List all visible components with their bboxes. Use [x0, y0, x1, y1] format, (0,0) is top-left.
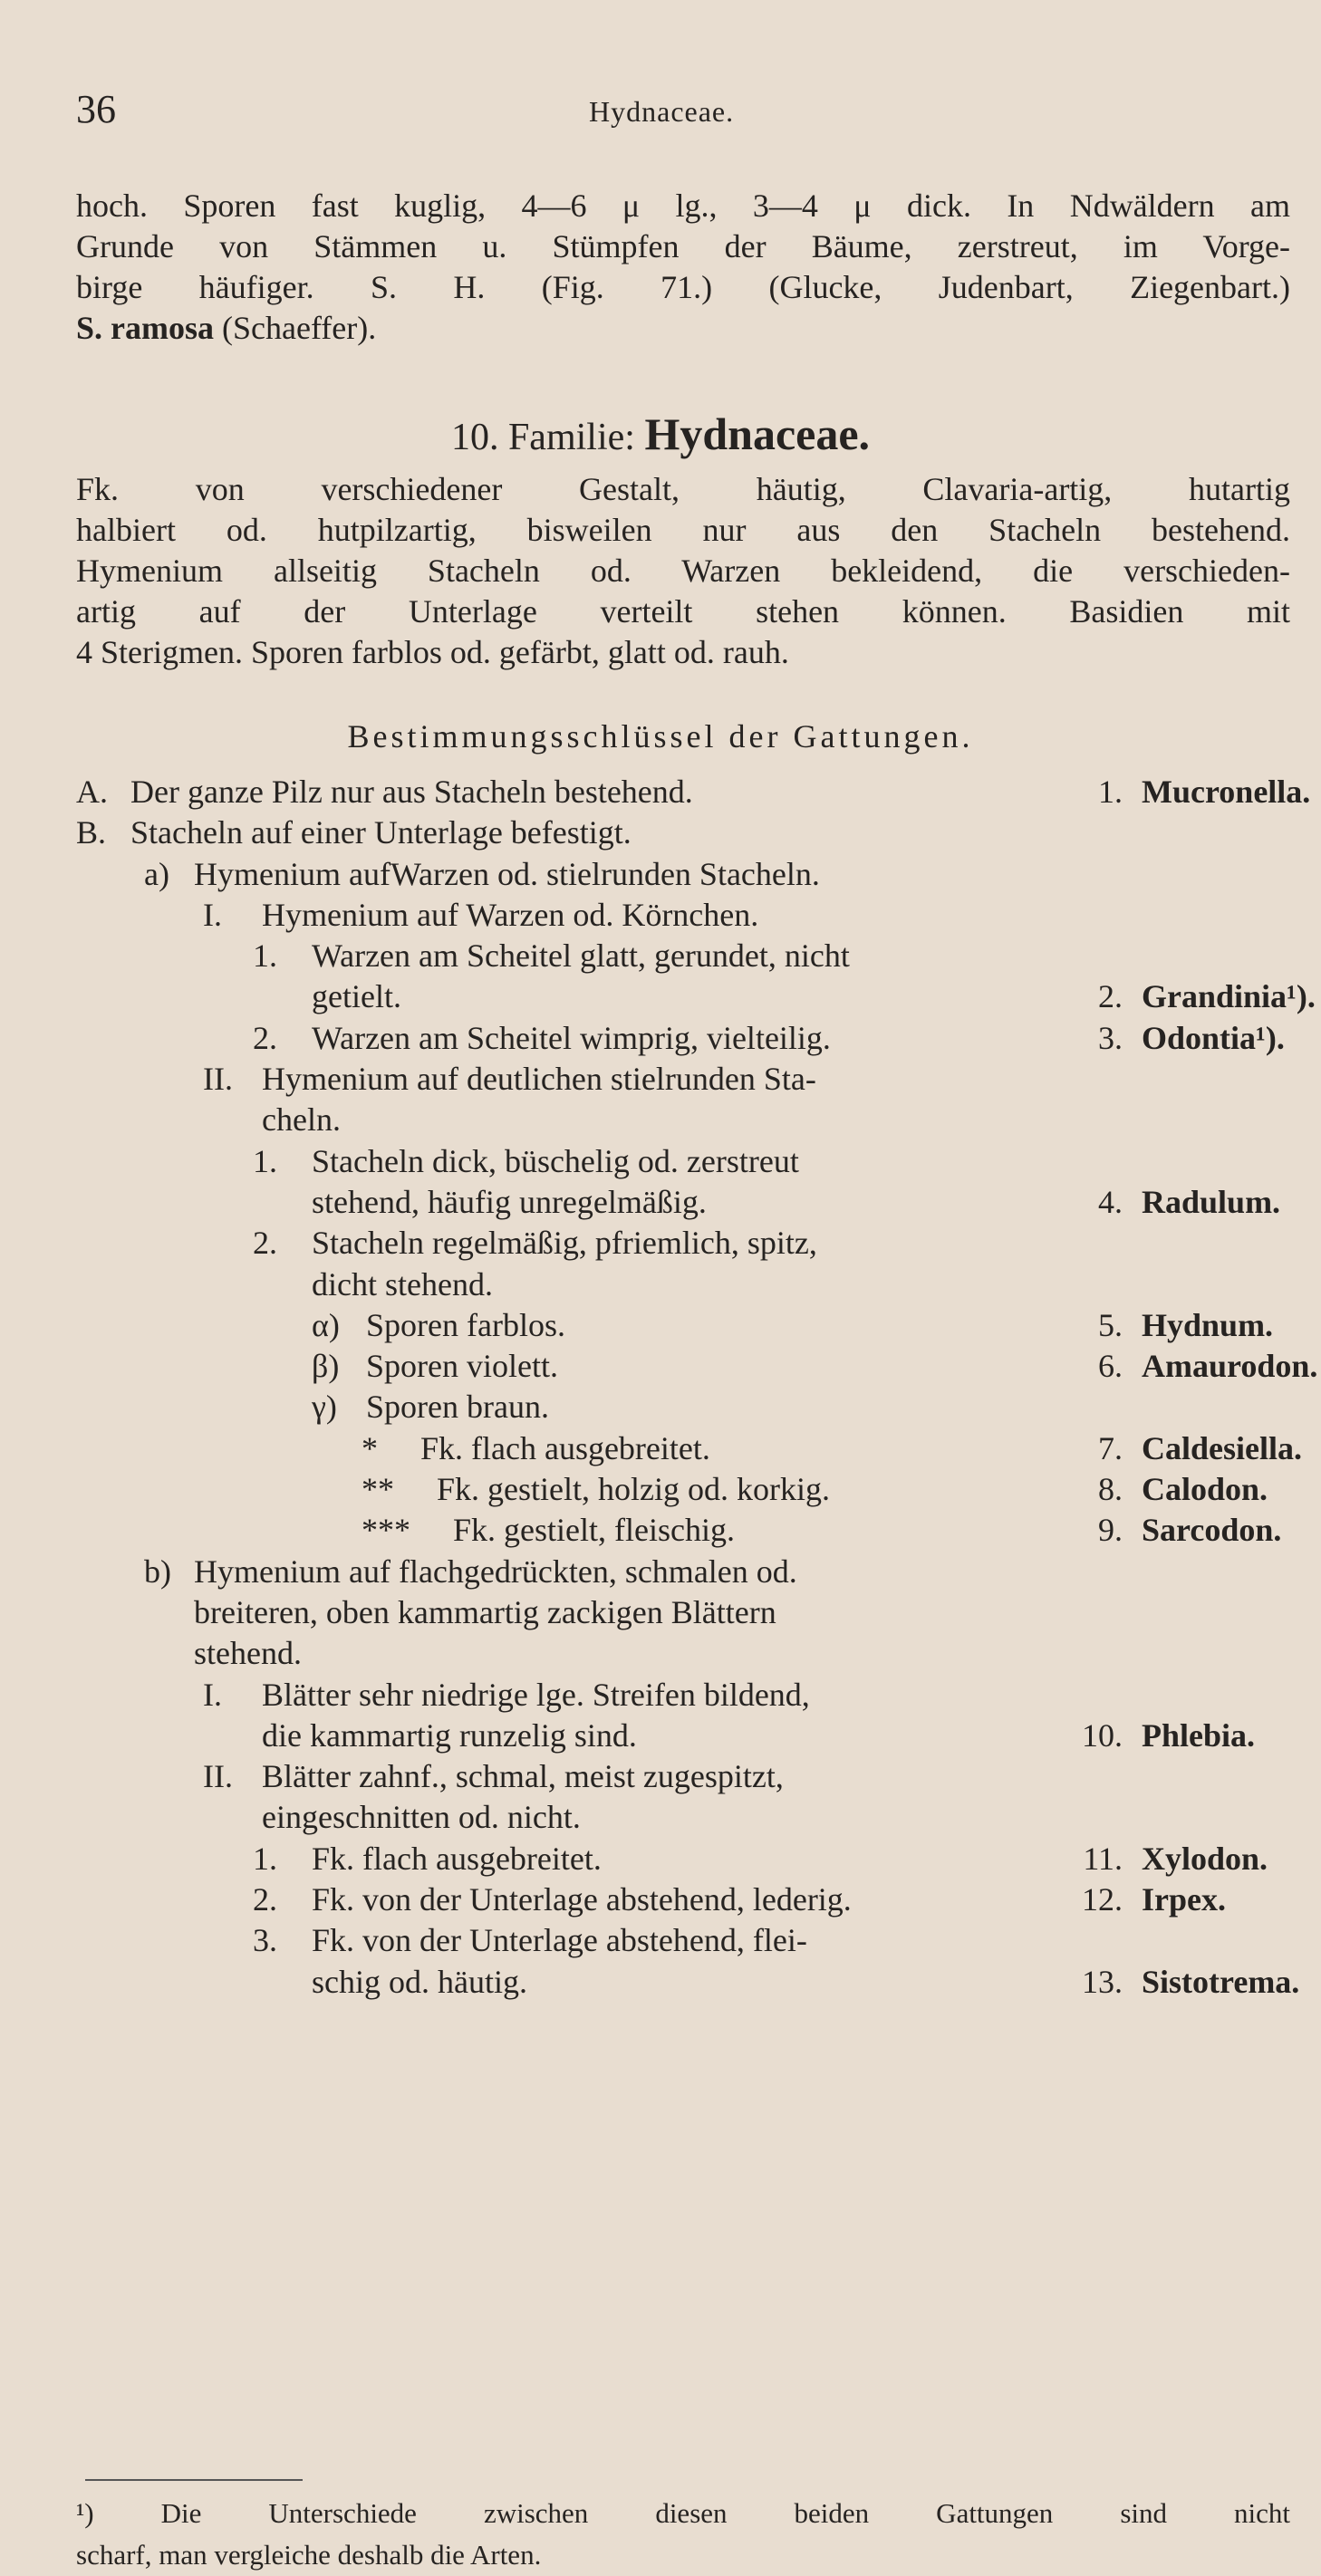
text-line: Hymenium allseitig Stacheln od. Warzen bekleidend, die verschieden-	[76, 553, 1290, 589]
key-row-genus: Xylodon.	[1142, 1840, 1268, 1877]
text-line: halbiert od. hutpilzartig, bisweilen nur aus den Stacheln bestehend.	[76, 512, 1290, 548]
key-row-label: 1.	[253, 1142, 277, 1179]
key-row-text: Fk. von der Unterlage abstehend, flei-	[312, 1922, 807, 1959]
running-head: Hydnaceae.	[589, 95, 735, 128]
key-row-genus: Mucronella.	[1142, 774, 1311, 810]
key-row	[76, 1879, 1290, 1920]
key-row-text: Sporen braun.	[366, 1389, 549, 1426]
key-row-label: γ)	[312, 1389, 337, 1426]
key-row-label: II.	[203, 1061, 233, 1098]
key-row-text: Warzen am Scheitel glatt, gerundet, nicht	[312, 937, 850, 975]
key-row	[76, 1018, 1290, 1059]
key-row	[76, 1839, 1290, 1879]
key-row-label: 2.	[253, 1225, 277, 1262]
page-number: 36	[76, 87, 116, 131]
key-row-text: stehend, häufig unregelmäßig.	[312, 1183, 707, 1220]
key-row-label: II.	[203, 1758, 233, 1795]
key-row-text: Hymenium auf deutlichen stielrunden Sta-	[262, 1061, 816, 1098]
key-row	[76, 1141, 1290, 1182]
key-row-genus: Sistotrema.	[1142, 1963, 1300, 2000]
footnote-line: ¹) Die Unterschiede zwischen diesen beiden Gattungen sind nicht	[76, 2497, 1290, 2529]
identification-key	[76, 772, 1318, 2003]
key-row	[76, 1756, 1290, 1797]
species-line	[76, 308, 1290, 349]
key-row-text: Fk. flach ausgebreitet.	[420, 1429, 710, 1466]
key-row-number: 12.	[1082, 1881, 1123, 1918]
key-row-number: 7.	[1098, 1429, 1123, 1466]
key-row-text: Fk. gestielt, holzig od. korkig.	[437, 1471, 830, 1508]
key-row-label: b)	[144, 1552, 171, 1590]
key-row-text: cheln.	[262, 1101, 341, 1139]
key-row-genus: Radulum.	[1142, 1183, 1281, 1220]
key-row-text: Fk. gestielt, fleischig.	[453, 1512, 735, 1549]
key-row	[76, 1305, 1290, 1346]
key-row	[76, 1387, 1290, 1427]
key-row-genus: Grandinia¹).	[1142, 978, 1316, 1015]
key-row-text: Der ganze Pilz nur aus Stacheln bestehend.	[130, 774, 693, 810]
text-line: Grunde von Stämmen u. Stümpfen der Bäume, zerstreut, im Vorge-	[76, 228, 1290, 264]
key-row	[76, 895, 1290, 936]
key-row-text: breiteren, oben kammartig zackigen Blättern	[194, 1593, 776, 1630]
key-row-label: 1.	[253, 937, 277, 975]
key-row-label: I.	[203, 896, 222, 933]
key-row-text: Stacheln dick, büschelig od. zerstreut	[312, 1142, 799, 1179]
key-row-label: I.	[203, 1676, 222, 1713]
key-row-label: A.	[76, 774, 108, 810]
key-row-text: Stacheln auf einer Unterlage befestigt.	[130, 814, 632, 851]
family-description	[76, 469, 1290, 673]
key-row-label: α)	[312, 1306, 340, 1343]
key-row	[76, 1675, 1290, 1716]
key-row	[76, 772, 1311, 812]
key-row	[76, 1510, 1290, 1551]
key-row-text: stehend.	[194, 1635, 302, 1672]
key-row-genus: Phlebia.	[1142, 1716, 1256, 1754]
text-line: birge häufiger. S. H. (Fig. 71.) (Glucke, Judenbart, Ziegenbart.)	[76, 269, 1290, 305]
key-row	[76, 1059, 1290, 1100]
text-line: hoch. Sporen fast kuglig, 4—6 μ lg., 3—4 μ dick. In Ndwäldern am	[76, 187, 1290, 224]
key-row-label: *	[362, 1429, 378, 1466]
footnote-rule	[85, 2479, 303, 2481]
key-row-number: 9.	[1098, 1512, 1123, 1549]
key-row-number: 8.	[1098, 1471, 1123, 1508]
key-row-text: die kammartig runzelig sind.	[262, 1716, 637, 1754]
key-row-number: 13.	[1082, 1963, 1123, 2000]
key-row-text: schig od. häutig.	[312, 1963, 527, 2000]
key-row-label: a)	[144, 855, 169, 892]
key-row	[76, 1428, 1302, 1469]
key-row-genus: Sarcodon.	[1142, 1512, 1282, 1549]
key-row-label: 2.	[253, 1881, 277, 1918]
key-row-text: Sporen farblos.	[366, 1306, 565, 1343]
key-row-text: Warzen am Scheitel wimprig, vielteilig.	[312, 1019, 831, 1056]
key-row	[76, 854, 1290, 895]
key-row-text: Blätter zahnf., schmal, meist zugespitzt,	[262, 1758, 784, 1795]
footnote-line: scharf, man vergleiche deshalb die Arten.	[76, 2539, 542, 2571]
key-row	[76, 1633, 1290, 1674]
text-line: 4 Sterigmen. Sporen farblos od. gefärbt, glatt od. rauh.	[76, 634, 789, 670]
key-row-text: getielt.	[312, 978, 401, 1015]
key-row	[76, 1552, 1290, 1592]
key-row	[76, 1182, 1290, 1223]
key-row-text: Hymenium aufWarzen od. stielrunden Stacheln.	[194, 855, 820, 892]
key-row-number: 3.	[1098, 1019, 1123, 1056]
species-name: S. ramosa	[76, 310, 214, 346]
key-row-label: B.	[76, 814, 107, 851]
species-author: (Schaeffer).	[222, 310, 377, 346]
key-row-number: 6.	[1098, 1348, 1123, 1385]
text-line: Fk. von verschiedener Gestalt, häutig, Clavaria-artig, hutartig	[76, 471, 1290, 507]
key-row	[76, 936, 1290, 976]
key-row-label: ***	[362, 1512, 410, 1549]
key-row-text: Fk. flach ausgebreitet.	[312, 1840, 602, 1877]
key-title: Bestimmungsschlüssel der Gattungen.	[347, 718, 974, 755]
key-row	[76, 1592, 1290, 1633]
key-row-number: 10.	[1082, 1716, 1123, 1754]
key-row	[76, 1797, 1290, 1838]
key-row	[76, 1264, 1290, 1305]
key-row	[76, 812, 1290, 853]
key-row-text: Stacheln regelmäßig, pfriemlich, spitz,	[312, 1225, 817, 1262]
key-row-text: dicht stehend.	[312, 1265, 493, 1302]
text-line: artig auf der Unterlage verteilt stehen können. Basidien mit	[76, 593, 1290, 630]
key-row-label: 2.	[253, 1019, 277, 1056]
footnote	[76, 2493, 1290, 2576]
key-row	[76, 1716, 1290, 1756]
key-row-label: β)	[312, 1348, 340, 1385]
key-row-text: Fk. von der Unterlage abstehend, lederig.	[312, 1881, 852, 1918]
key-row-genus: Calodon.	[1142, 1471, 1268, 1508]
key-row-genus: Caldesiella.	[1142, 1429, 1302, 1466]
key-row-text: eingeschnitten od. nicht.	[262, 1799, 581, 1836]
family-name: Hydnaceae.	[644, 409, 871, 459]
intro-paragraph	[76, 186, 1290, 349]
key-row-genus: Amaurodon.	[1142, 1348, 1318, 1385]
key-row	[76, 1469, 1290, 1510]
key-row-genus: Odontia¹).	[1142, 1019, 1285, 1056]
key-row-number: 2.	[1098, 978, 1123, 1015]
key-row	[76, 1346, 1318, 1387]
key-row	[76, 1223, 1290, 1264]
key-row-label: **	[362, 1471, 394, 1508]
key-row-number: 1.	[1098, 774, 1123, 810]
key-row-genus: Irpex.	[1142, 1881, 1226, 1918]
family-heading	[0, 408, 1321, 460]
key-row-text: Hymenium auf Warzen od. Körnchen.	[262, 896, 759, 933]
key-row	[76, 1920, 1290, 1961]
key-row-number: 11.	[1083, 1840, 1123, 1877]
page-header	[0, 86, 1321, 140]
key-row-number: 5.	[1098, 1306, 1123, 1343]
key-row-label: 1.	[253, 1840, 277, 1877]
key-row	[76, 1100, 1290, 1140]
key-row-text: Blätter sehr niedrige lge. Streifen bildend,	[262, 1676, 810, 1713]
key-row	[76, 1962, 1300, 2003]
key-row-text: Sporen violett.	[366, 1348, 558, 1385]
key-row-label: 3.	[253, 1922, 277, 1959]
family-prefix: 10. Familie:	[450, 417, 635, 458]
key-row-number: 4.	[1098, 1183, 1123, 1220]
key-row-genus: Hydnum.	[1142, 1306, 1274, 1343]
key-row	[76, 976, 1316, 1017]
key-row-text: Hymenium auf flachgedrückten, schmalen od.	[194, 1552, 797, 1590]
